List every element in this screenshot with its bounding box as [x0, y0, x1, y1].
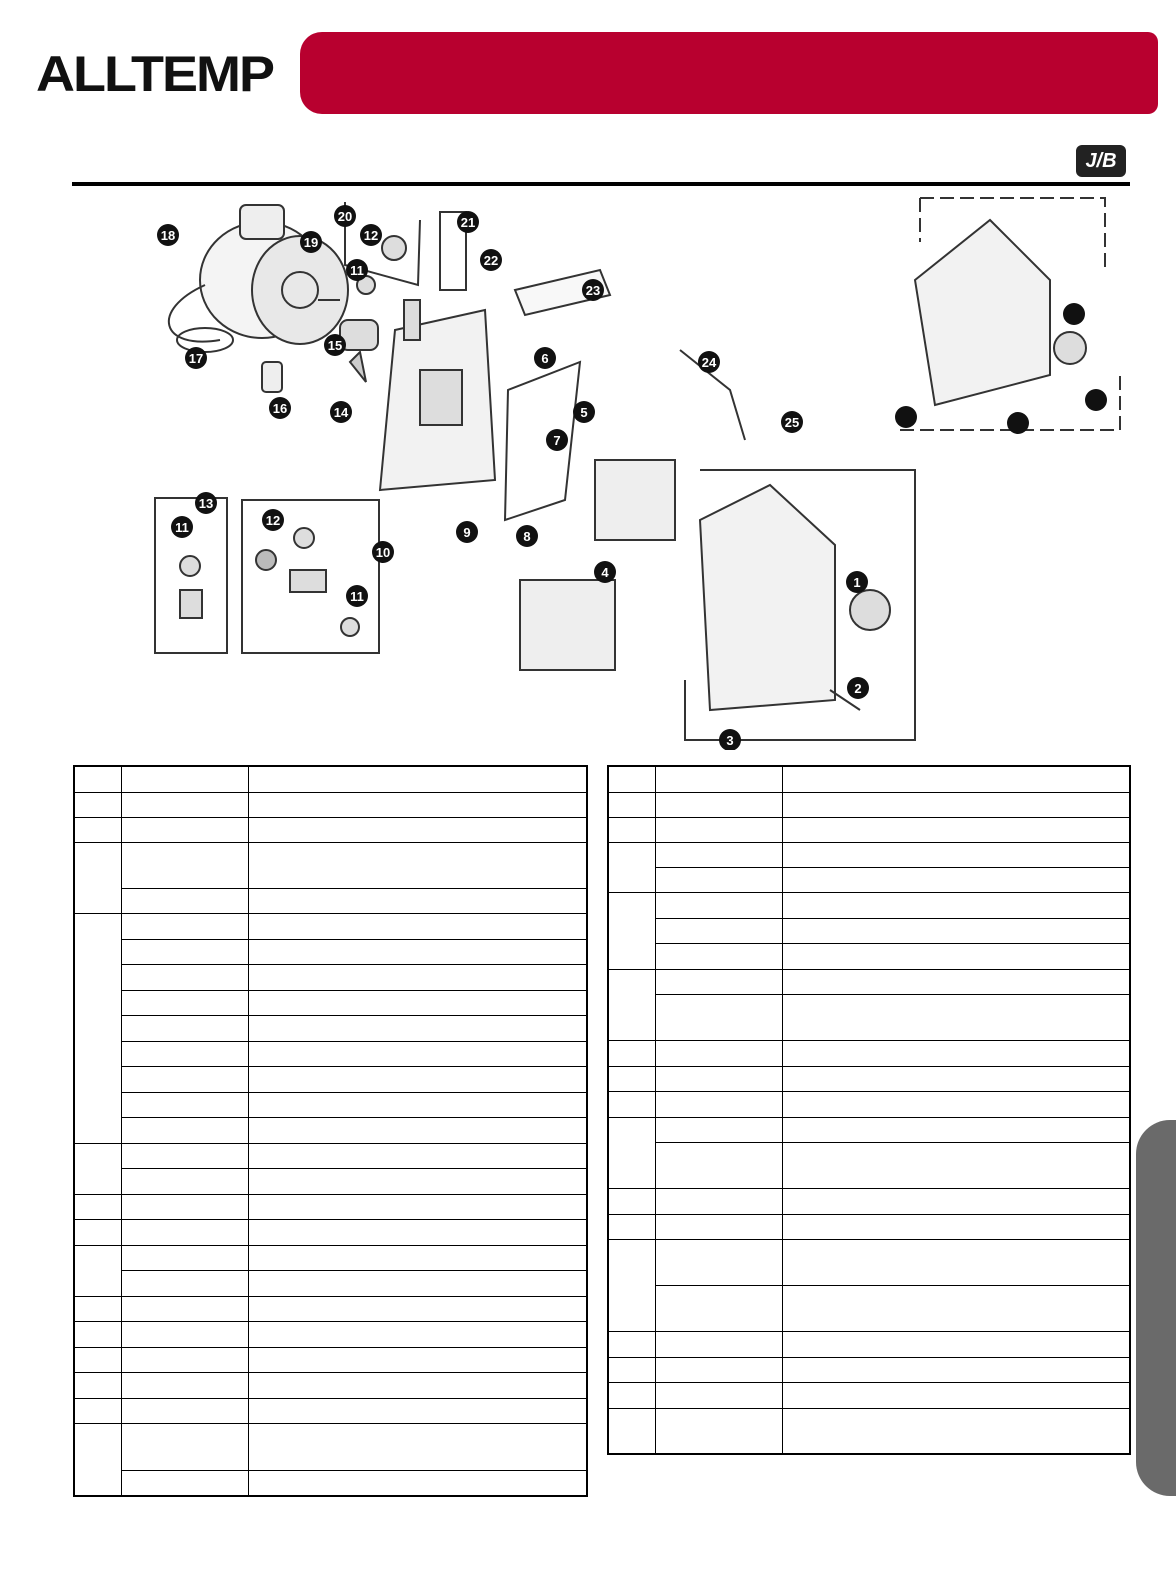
callout-20 — [334, 205, 356, 227]
callout-10 — [372, 541, 394, 563]
svg-text:3: 3 — [726, 733, 734, 748]
svg-text:6: 6 — [541, 351, 549, 366]
inset-bubble-d — [1085, 389, 1107, 411]
svg-text:2: 2 — [854, 681, 862, 696]
callout-3 — [719, 729, 741, 750]
svg-text:13: 13 — [198, 496, 214, 511]
callout-23 — [582, 279, 604, 301]
svg-text:7: 7 — [553, 433, 561, 448]
svg-text:18: 18 — [160, 228, 176, 243]
svg-text:8: 8 — [523, 529, 531, 544]
callout-11a — [346, 259, 368, 281]
header-banner — [300, 32, 1158, 114]
callout-1 — [846, 571, 868, 593]
parts-table-right — [607, 765, 1131, 1455]
callout-2 — [847, 677, 869, 699]
svg-text:1: 1 — [853, 575, 861, 590]
svg-text:5: 5 — [580, 405, 588, 420]
svg-text:21: 21 — [460, 215, 476, 230]
svg-text:19: 19 — [303, 235, 319, 250]
inset-bubble-b — [895, 406, 917, 428]
svg-text:24: 24 — [701, 355, 717, 370]
svg-text:17: 17 — [188, 351, 204, 366]
alltemp-logo: ALLTEMP — [36, 46, 273, 103]
svg-text:20: 20 — [337, 209, 353, 224]
callout-14 — [330, 401, 352, 423]
inset-bubble-a — [1063, 303, 1085, 325]
exploded-parts-diagram — [0, 190, 1176, 750]
callout-9 — [456, 521, 478, 543]
callout-17 — [185, 347, 207, 369]
callout-11c — [346, 585, 368, 607]
svg-text:11: 11 — [350, 263, 364, 278]
jb-brand-badge: J/B — [1076, 145, 1126, 177]
callout-24 — [698, 351, 720, 373]
callout-12b — [262, 509, 284, 531]
svg-text:11: 11 — [175, 520, 189, 535]
svg-text:10: 10 — [375, 545, 391, 560]
callout-15 — [324, 334, 346, 356]
callout-16 — [269, 397, 291, 419]
callout-22 — [480, 249, 502, 271]
callout-5 — [573, 401, 595, 423]
svg-text:16: 16 — [272, 401, 288, 416]
callout-13 — [195, 492, 217, 514]
svg-text:23: 23 — [585, 283, 601, 298]
svg-text:15: 15 — [327, 338, 343, 353]
callout-4 — [594, 561, 616, 583]
callout-7 — [546, 429, 568, 451]
inset-bubble-c — [1007, 412, 1029, 434]
header-rule — [72, 182, 1130, 186]
svg-text:22: 22 — [483, 253, 499, 268]
svg-text:4: 4 — [601, 565, 609, 580]
callout-18 — [157, 224, 179, 246]
svg-text:12: 12 — [363, 228, 379, 243]
callout-21 — [457, 211, 479, 233]
svg-text:9: 9 — [463, 525, 471, 540]
parts-table-left — [73, 765, 588, 1497]
callout-12a — [360, 224, 382, 246]
section-side-tab — [1136, 1120, 1176, 1496]
callout-11b — [171, 516, 193, 538]
svg-text:11: 11 — [350, 589, 364, 604]
svg-text:14: 14 — [333, 405, 349, 420]
callout-6 — [534, 347, 556, 369]
callout-19 — [300, 231, 322, 253]
svg-text:25: 25 — [784, 415, 800, 430]
svg-text:12: 12 — [265, 513, 281, 528]
callout-8 — [516, 525, 538, 547]
callout-25 — [781, 411, 803, 433]
